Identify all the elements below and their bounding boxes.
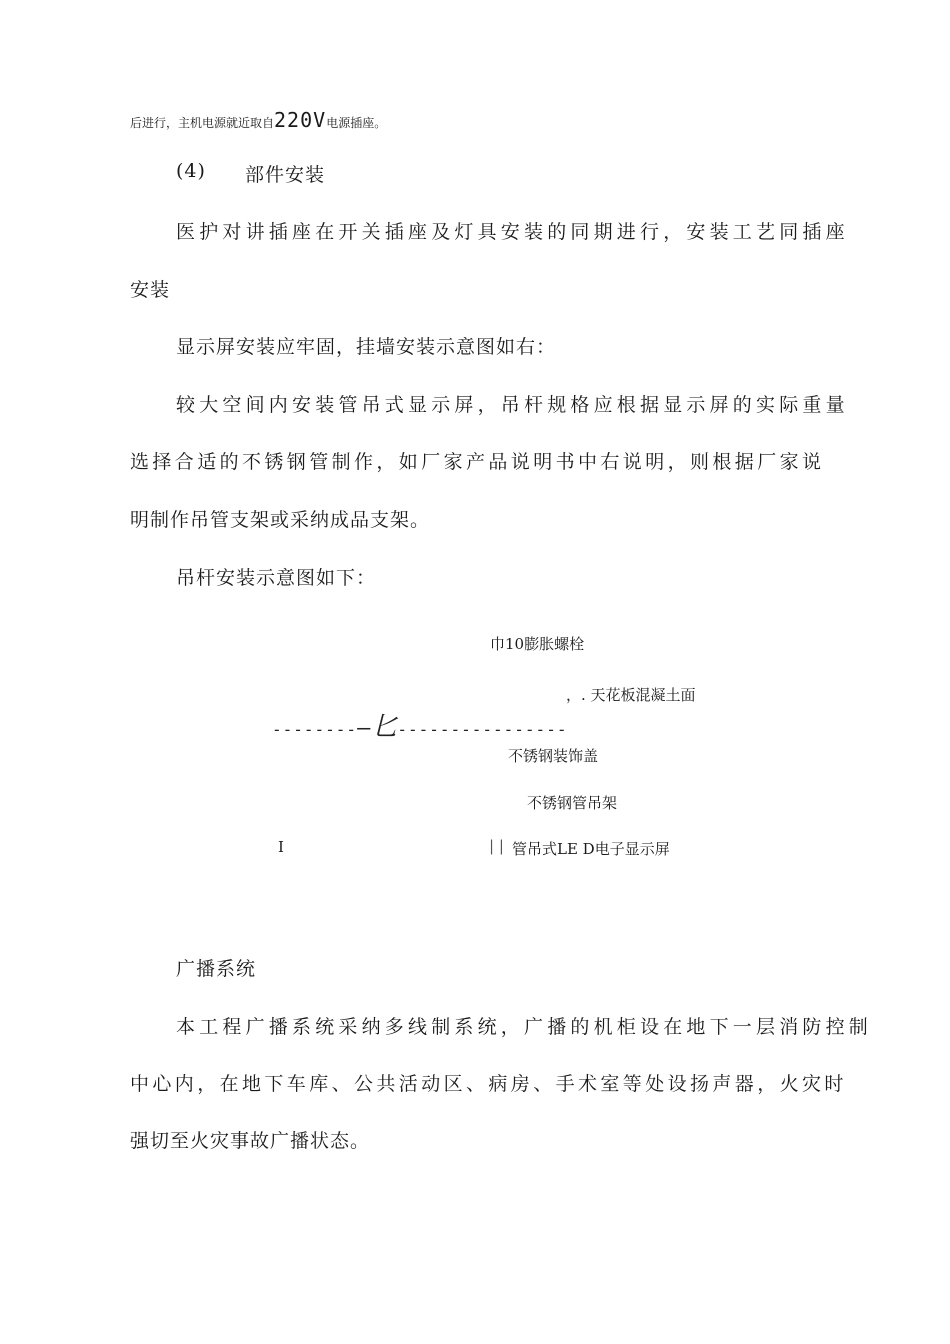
top-line (130, 108, 386, 132)
left-mark: I (278, 838, 284, 856)
broadcast-line2: 中心内，在地下车库、公共活动区、病房、手术室等处设扬声器，火灾时 (130, 1073, 847, 1095)
broadcast-line3: 强切至火灾事故广播状态。 (130, 1130, 371, 1152)
bolt-label: 巾10膨胀螺栓 (490, 635, 585, 653)
bracket-label: 不锈钢管吊架 (527, 794, 618, 812)
intercom-para-line1: 医护对讲插座在开关插座及灯具安装的同期进行，安装工艺同插座 (176, 221, 849, 243)
large-space-line1: 较大空间内安装管吊式显示屏，吊杆规格应根据显示屏的实际重量 (176, 394, 849, 416)
bolt-glyph: 匕 (371, 712, 398, 742)
large-space-line3: 明制作吊管支架或采纳成品支架。 (130, 509, 431, 531)
cover-label: 不锈钢装饰盖 (508, 747, 599, 765)
intercom-para-line2: 安装 (130, 279, 171, 301)
top-line-part3: 电源插座。 (326, 116, 387, 130)
broadcast-heading: 广播系统 (176, 958, 257, 980)
rod-para: 吊杆安装示意图如下： (176, 567, 377, 589)
pipe-mark: | | (489, 837, 504, 855)
large-space-line2: 选择合适的不锈钢管制作，如厂家产品说明书中右说明，则根据厂家说 (130, 451, 825, 473)
section-number: (4) (176, 160, 206, 182)
top-line-part1: 后进行，主机电源就近取自 (130, 116, 275, 130)
broadcast-line1: 本工程广播系统采纳多线制系统，广播的机柜设在地下一层消防控制 (176, 1016, 873, 1038)
section-title: 部件安装 (245, 164, 326, 186)
ceiling-line (272, 706, 567, 743)
voltage-value: 220V (274, 108, 327, 132)
display-para: 显示屏安装应牢固，挂墙安装示意图如右： (176, 336, 557, 358)
ceiling-dash-right: ---------------- (397, 720, 568, 739)
ceiling-dash-left: -------- (272, 720, 358, 739)
ceiling-dash-mid: — (357, 716, 372, 741)
screen-label: 管吊式LE D电子显示屏 (512, 840, 670, 858)
ceiling-label: ，. 天花板混凝土面 (566, 686, 696, 704)
